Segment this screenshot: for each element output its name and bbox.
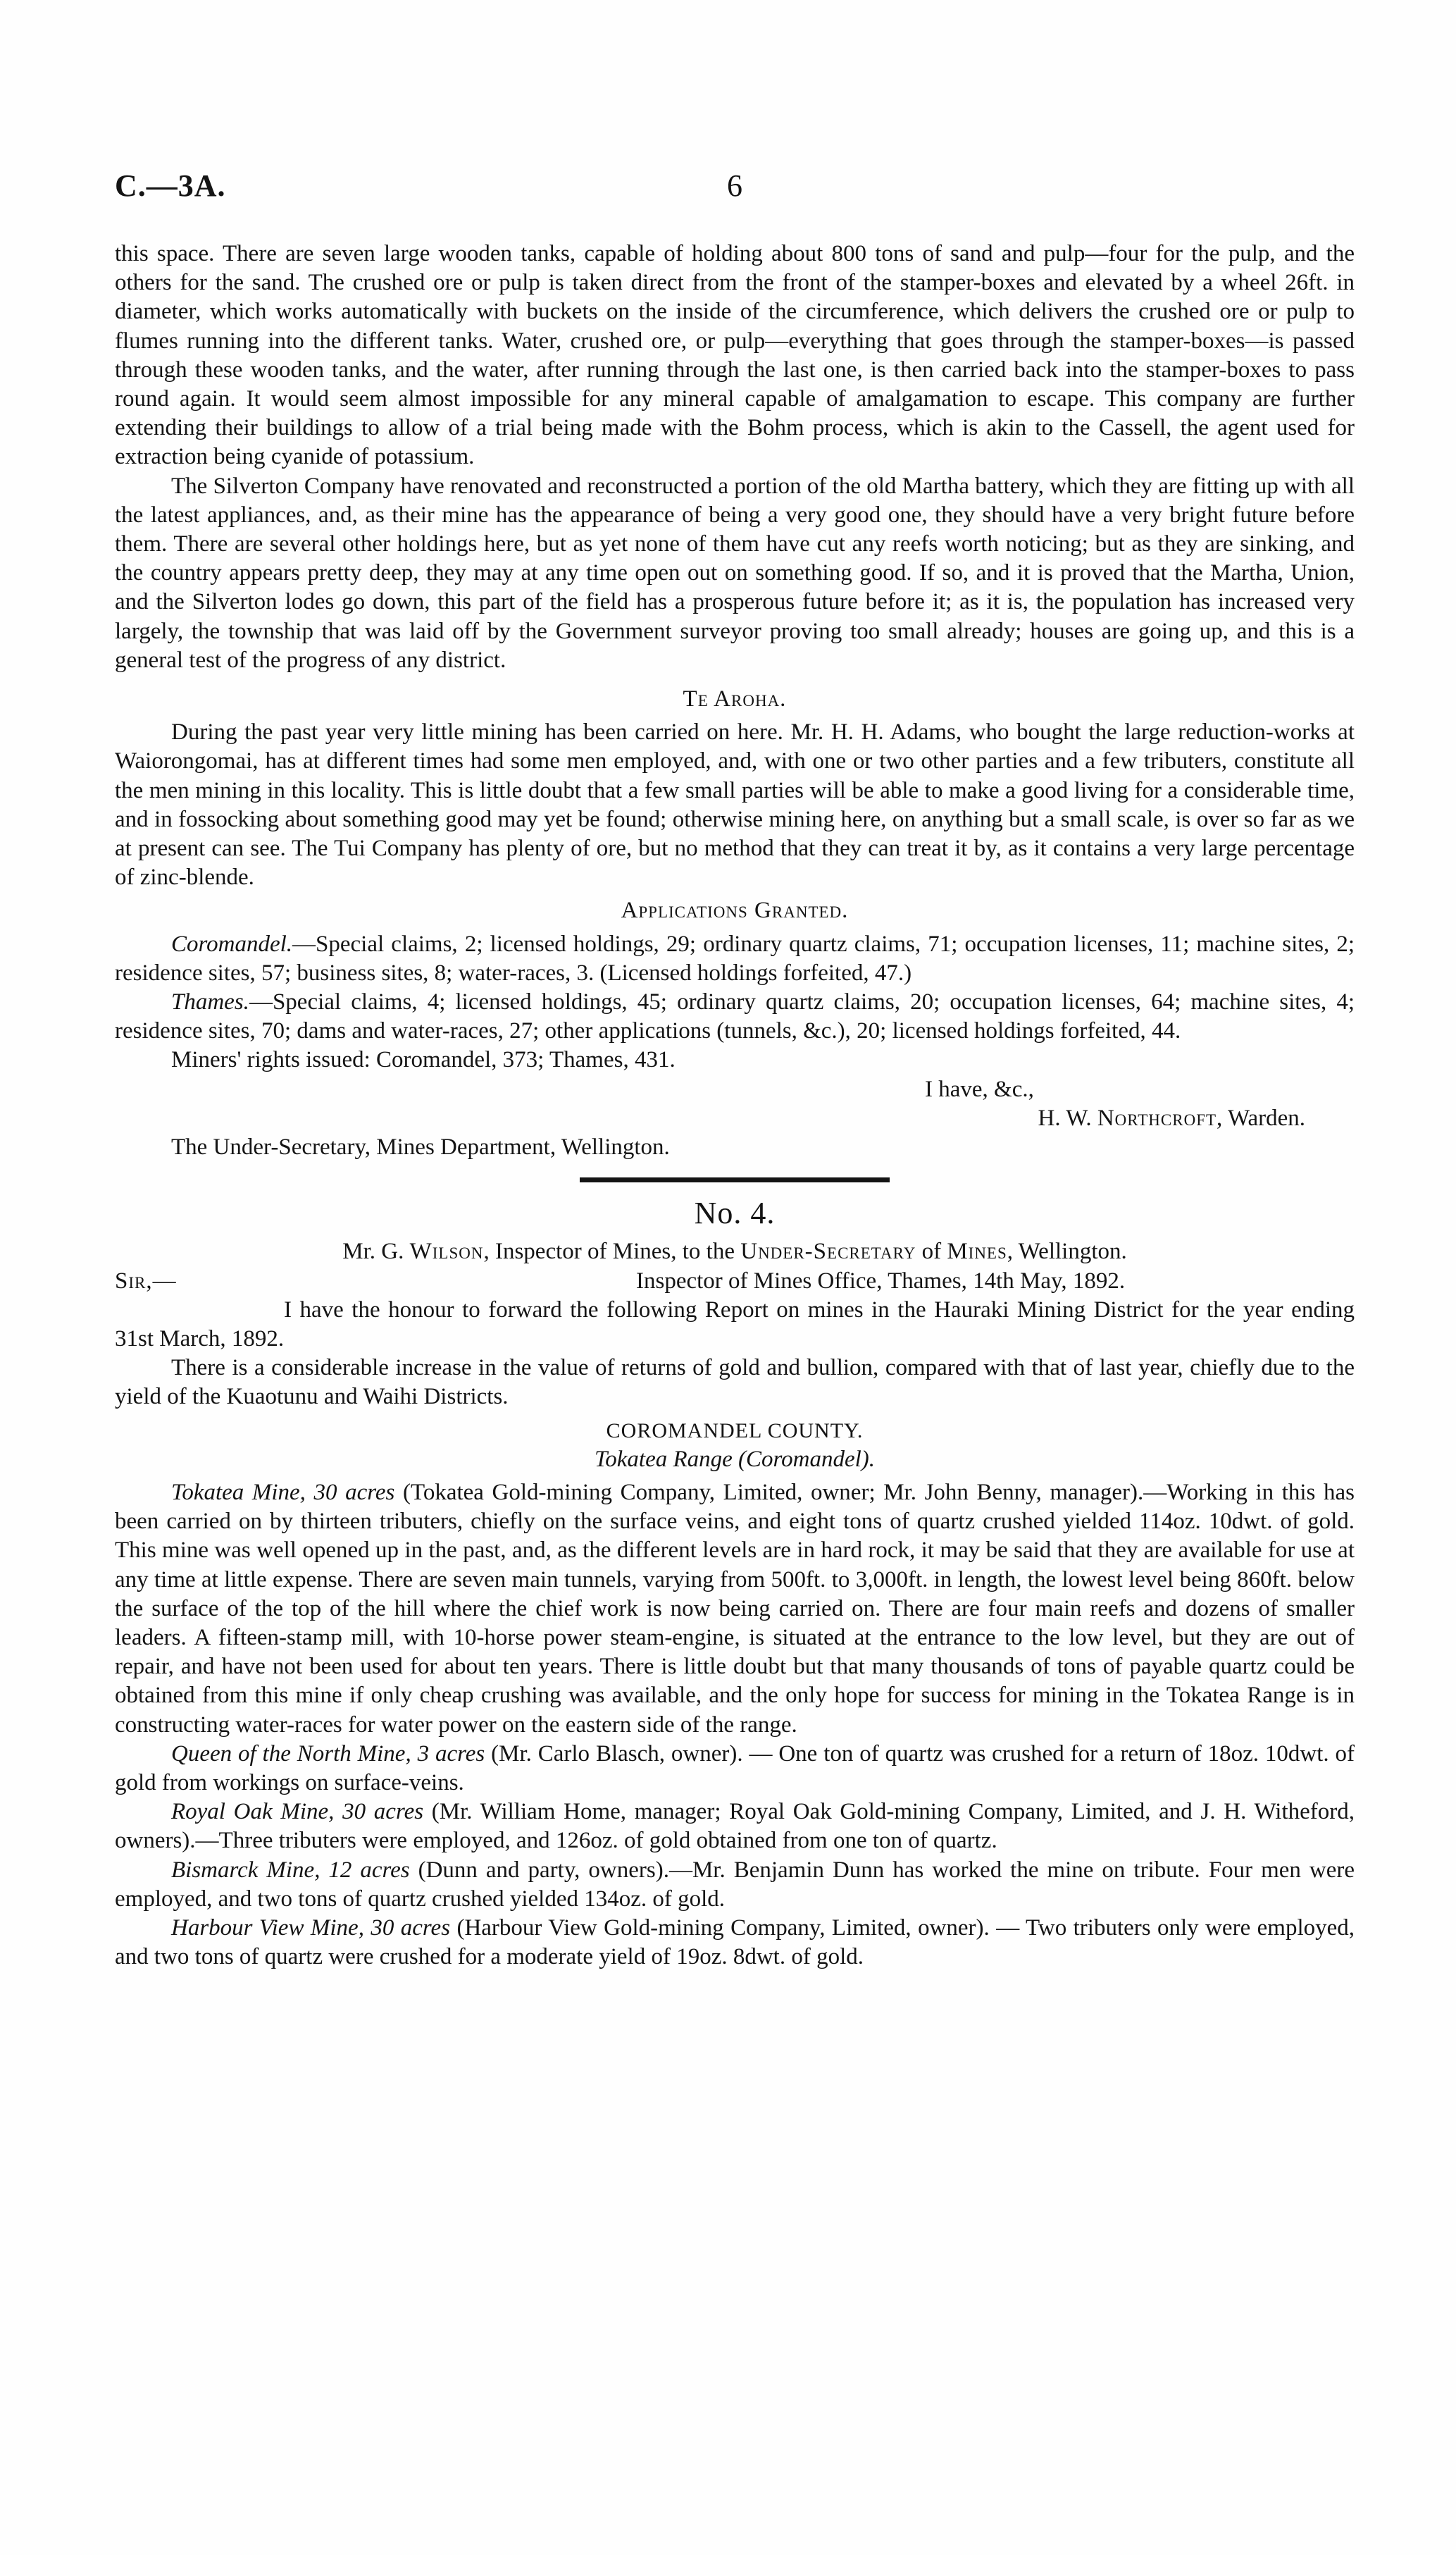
document-body [115, 240, 1355, 1972]
harbour-view-text: (Harbour View Gold-mining Company, Limited, owner). — Two tributers only were employed, and two tons of quartz were crushed for a moderate yield of 19oz. 8dwt. of gold. [115, 1914, 1355, 1970]
paragraph-coromandel-applications [115, 930, 1355, 988]
letter-title-part: Wilson [409, 1239, 484, 1265]
document-reference: C.—3A. [115, 168, 226, 203]
signatory-name: Northcroft [1097, 1105, 1217, 1131]
report-number-heading: No. 4. [694, 1196, 776, 1231]
letter-title-part: , Wellington. [1007, 1239, 1127, 1265]
bismarck-text: (Dunn and party, owners).—Mr. Benjamin Dunn has worked the mine on tribute. Four men were employed, and two tons of quartz crushed yielded 134oz. of gold. [115, 1857, 1355, 1912]
letter-title-part: , Inspector of Mines, to the [483, 1239, 741, 1265]
queen-mine-label: Queen of the North Mine, 3 acres [171, 1740, 485, 1767]
paragraph-silverton: The Silverton Company have renovated and reconstructed a portion of the old Martha battery, which they are fitting up with all the latest appliances, and, as their mine has the appearance of being a very good one, they should have a very bright future before them. There are several other holdings here, but as yet none of them have cut any reefs worth noticing; but as they are sinking, and the country appears pretty deep, they may at any time open out on something good. If so, and it is proved that the Martha, Union, and the Silverton lodes go down, this part of the field has a prosperous future before it; as it is, the population has increased very largely, the township that was laid off by the Government surveyor proving too small already; houses are going up, and this is a general test of the progress of any district. [115, 473, 1355, 673]
paragraph-harbour-view [115, 1914, 1355, 1972]
paragraph-increase: There is a considerable increase in the value of returns of gold and bullion, compared with that of last year, chiefly due to the yield of the Kuaotunu and Waihi Districts. [115, 1355, 1355, 1410]
addressee: The Under-Secretary, Mines Department, Wellington. [171, 1134, 670, 1161]
letter-title-part: Mr. G. [342, 1239, 410, 1265]
page-number: 6 [727, 168, 742, 203]
letter-title [115, 1237, 1355, 1266]
paragraph-thames-applications [115, 988, 1355, 1046]
tokatea-mine-label: Tokatea Mine, 30 acres [171, 1479, 395, 1505]
bismarck-label: Bismarck Mine, 12 acres [171, 1857, 410, 1883]
signature-line [115, 1104, 1355, 1133]
paragraph-tokatea-mine [115, 1478, 1355, 1740]
thames-label: Thames. [171, 989, 249, 1015]
tokatea-mine-text: (Tokatea Gold-mining Company, Limited, owner; Mr. John Benny, manager).—Working in this has been carried on by thirteen tributers, chiefly on the surface veins, and eight tons of quartz crushed yielded 114oz. 10dwt. of gold. This mine was well opened up in the past, and, as the different levels are in hard rock, it may be said that they are available for use at any time at little expense. There are seven main tunnels, varying from 500ft. to 3,000ft. in length, the lowest level being 860ft. below the surface of the top of the hill where the chief work is now being carried on. There are four main reefs and dozens of smaller leaders. A fifteen-stamp mill, with 10-horse power steam-engine, is situated at the entrance to the low level, but they are out of repair, and have not been used for about ten years. There is little doubt but that many thousands of tons of payable quartz could be obtained from this mine if only cheap crushing was available, and the only hope for success for mining in the Tokatea Range is in constructing water-races for water power on the eastern side of the range. [115, 1479, 1355, 1738]
salutation: Sir,— [115, 1268, 177, 1294]
paragraph-honour: I have the honour to forward the following Report on mines in the Hauraki Mining District for the year ending 31st March, 1892. [115, 1297, 1355, 1351]
letter-title-part: Mines [947, 1239, 1007, 1265]
paragraph-bismarck [115, 1856, 1355, 1914]
paragraph-tanks: this space. There are seven large wooden tanks, capable of holding about 800 tons of sand and pulp—four for the pulp, and the others for the sand. The crushed ore or pulp is taken direct from the front of the stamper-boxes and elevated by a wheel 26ft. in diameter, which works automatically with buckets on the inside of the circumference, which delivers the crushed ore or pulp to flumes running into the different tanks. Water, crushed ore, or pulp—everything that goes through the stamper-boxes—is passed through these wooden tanks, and the water, after running through the last one, is then carried back into the stamper-boxes to pass round again. It would seem almost impossible for any mineral capable of amalgamation to escape. This company are further extending their buildings to allow of a trial being made with the Bohm process, which is akin to the Cassell, the agent used for extraction being cyanide of potassium. [115, 241, 1355, 470]
section-heading-applications: Applications Granted. [621, 898, 849, 924]
signatory-initials: H. W. [1038, 1105, 1097, 1131]
paragraph-queen-of-the-north [115, 1740, 1355, 1798]
section-heading-te-aroha: Te Aroha. [683, 686, 787, 712]
section-divider [580, 1177, 890, 1182]
queen-mine-text: (Mr. Carlo Blasch, owner). — One ton of quartz was crushed for a return of 18oz. 10dwt. of gold from workings on surface-veins. [115, 1740, 1355, 1795]
range-heading [115, 1445, 1355, 1474]
thames-applications-text: —Special claims, 4; licensed holdings, 45; ordinary quartz claims, 20; occupation licenses, 64; machine sites, 4; residence sites, 70; dams and water-races, 27; other applications (tunnels, &c.), 20; licensed holdings forfeited, 44. [115, 989, 1355, 1044]
royal-oak-text: (Mr. William Home, manager; Royal Oak Gold-mining Company, Limited, and J. H. Witheford, owners).—Three tributers were employed, and 126oz. of gold obtained from one ton of quartz. [115, 1799, 1355, 1854]
royal-oak-label: Royal Oak Mine, 30 acres [171, 1799, 424, 1825]
salutation-and-date [115, 1267, 1355, 1296]
paragraph-royal-oak [115, 1798, 1355, 1855]
coromandel-applications-text: —Special claims, 2; licensed holdings, 29; ordinary quartz claims, 71; occupation licenses, 11; machine sites, 2; residence sites, 57; business sites, 8; water-races, 3. (Licensed holdings forfeited, 47.) [115, 931, 1355, 986]
sign-off: I have, &c., [925, 1076, 1034, 1102]
range-heading-text: Tokatea Range (Coromandel). [594, 1446, 876, 1472]
paragraph-miners-rights: Miners' rights issued: Coromandel, 373; Thames, 431. [171, 1047, 676, 1073]
signatory-title: , Warden. [1217, 1105, 1305, 1131]
paragraph-te-aroha: During the past year very little mining has been carried on here. Mr. H. H. Adams, who bought the large reduction-works at Waiorongomai, has at different times had some men employed, and, with one or two other parties and a few tributers, constitute all the men mining in this locality. This is little doubt that a few small parties will be able to make a good living for a considerable time, and in fossocking about something good may yet be found; otherwise mining here, on anything but a small scale, is over so far as we at present can see. The Tui Company has plenty of ore, but no method that they can treat it by, as it contains a very large percentage of zinc-blende. [115, 719, 1355, 891]
harbour-view-label: Harbour View Mine, 30 acres [171, 1914, 451, 1941]
county-heading: COROMANDEL COUNTY. [606, 1418, 864, 1442]
letter-date: Inspector of Mines Office, Thames, 14th May, 1892. [636, 1268, 1126, 1294]
letter-title-part: of [916, 1239, 947, 1265]
page-header [115, 168, 1355, 210]
letter-title-part: Under-Secretary [740, 1239, 916, 1265]
coromandel-label: Coromandel. [171, 931, 293, 957]
